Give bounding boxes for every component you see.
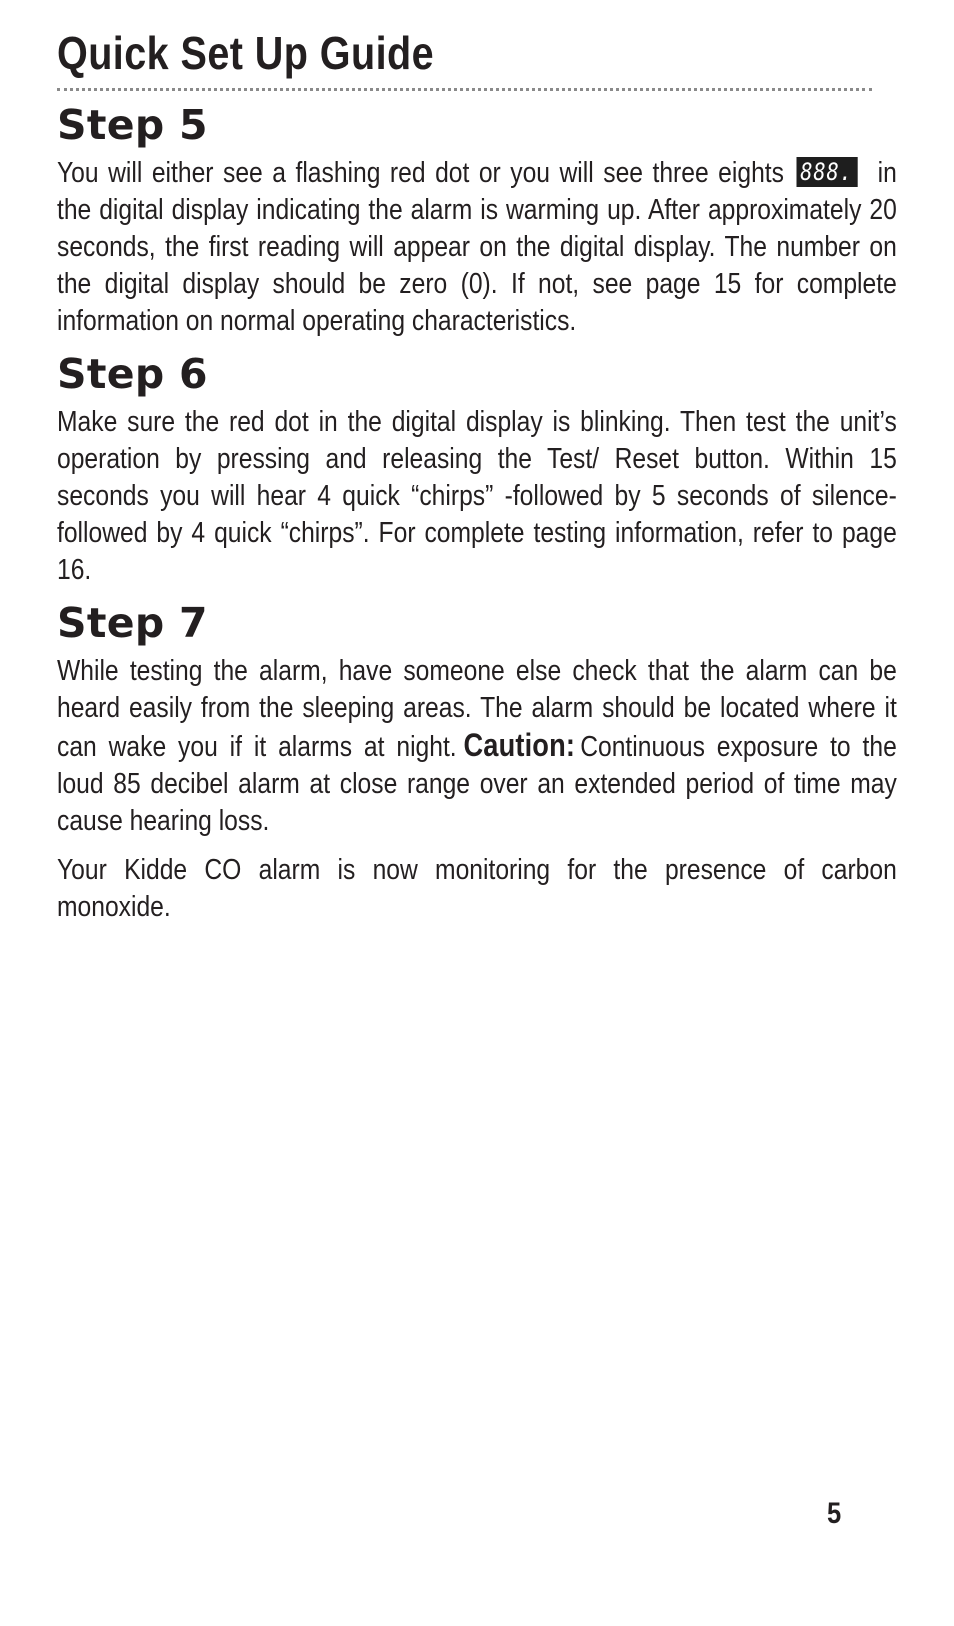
step-7-heading: Step 7 bbox=[57, 599, 208, 647]
step-7-text-start: While testing the alarm, have someone else check that the alarm can be heard easily from the sleeping areas. The alarm should be located where it can wake you if it alarms at night. bbox=[57, 655, 897, 763]
caution-label: Caution: bbox=[463, 727, 576, 763]
digital-display-readout: 888. bbox=[797, 157, 858, 187]
dotted-divider bbox=[57, 88, 872, 91]
step-5-paragraph bbox=[57, 155, 897, 340]
step-5-heading: Step 5 bbox=[57, 101, 208, 149]
step-7-paragraph bbox=[57, 653, 897, 840]
step-6-paragraph: Make sure the red dot in the digital display is blinking. Then test the unit’s operation by pressing and releasing the Test/ Reset button. Within 15 seconds you will hear 4 quick “chirps” -followed by 5 seconds of silence- followed by 4 quick “chirps”. For complete testing information, refer to page 16. bbox=[57, 406, 897, 586]
step-6-heading: Step 6 bbox=[57, 350, 208, 398]
step-7-section bbox=[57, 599, 897, 926]
step-6-section bbox=[57, 350, 897, 589]
page-title: Quick Set Up Guide bbox=[57, 27, 435, 79]
closing-paragraph: Your Kidde CO alarm is now monitoring for the presence of carbon monoxide. bbox=[57, 854, 897, 923]
step-5-text-start: You will either see a flashing red dot or you will see three eights bbox=[57, 157, 784, 189]
page-content bbox=[57, 22, 897, 926]
step-5-section bbox=[57, 101, 897, 340]
page-number: 5 bbox=[827, 1497, 842, 1530]
step-5-text-end: in the digital display indicating the alarm is warming up. After approximately 20 seconds, the first reading will appear on the digital display. The number on the digital display should be zero (0). If not, see page 15 for complete information on normal operating characteristics. bbox=[57, 157, 897, 337]
step-7-text-end: Continuous exposure to the loud 85 decibel alarm at close range over an extended period of time may cause hearing loss. bbox=[57, 731, 897, 837]
